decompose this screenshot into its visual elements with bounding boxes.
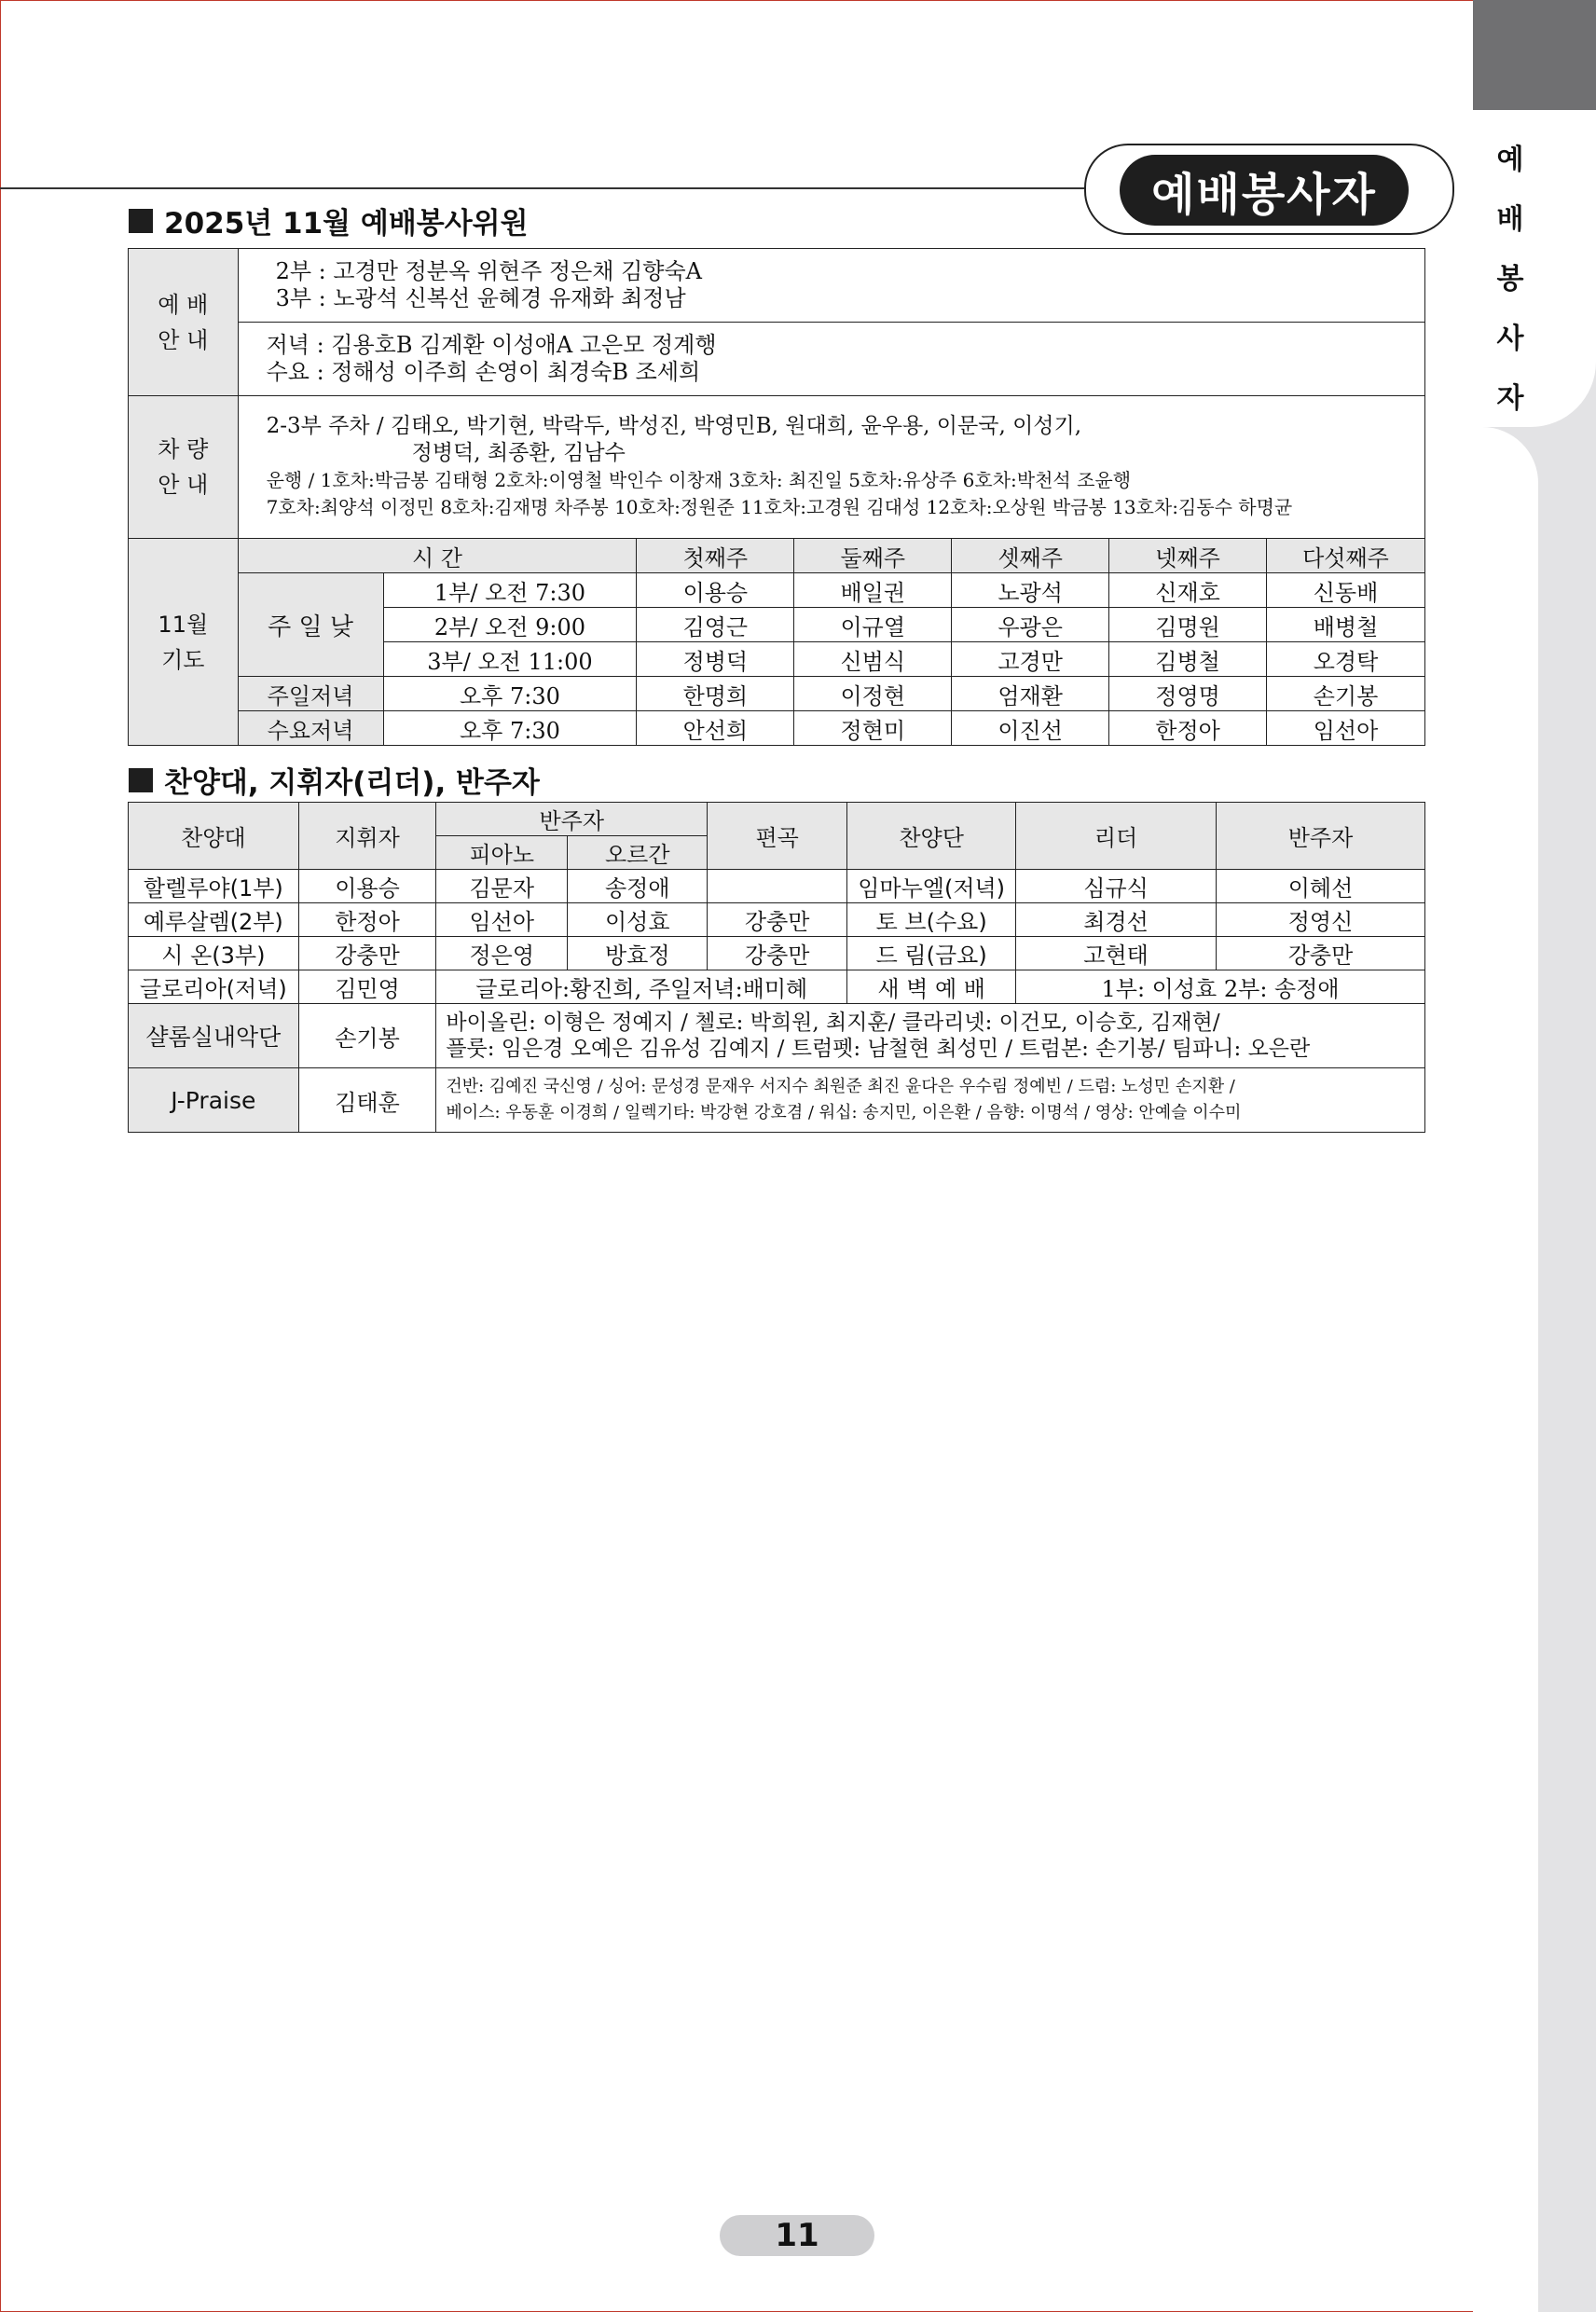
- worship-line: 수요 : 정해성 이주희 손영이 최경숙B 조세희: [266, 359, 701, 385]
- header-organ: 오르간: [568, 836, 708, 870]
- header-team: 찬양단: [847, 803, 1016, 870]
- arrange-name: [708, 870, 847, 903]
- prayer-name: 정영명: [1109, 677, 1267, 711]
- square-bullet-icon: [129, 209, 153, 233]
- prayer-name: 이진선: [952, 711, 1109, 746]
- side-char: 배: [1496, 203, 1524, 236]
- conductor-name: 강충만: [298, 937, 436, 970]
- week-header: 첫째주: [637, 539, 794, 573]
- week-header: 넷째주: [1109, 539, 1267, 573]
- orchestra-line: 플룻: 임은경 오예은 김유성 김예지 / 트럼펫: 남철현 최성민 / 트럼본: 손기봉/ 팀파니: 오은란: [446, 1037, 1311, 1061]
- conductor-name: 한정아: [298, 903, 436, 937]
- team-name: 드 림(금요): [847, 937, 1016, 970]
- leader-name: 고현태: [1016, 937, 1217, 970]
- prayer-name: 오경탁: [1267, 642, 1425, 677]
- accompanist-name: 강충만: [1217, 937, 1425, 970]
- piano-name: 정은영: [436, 937, 568, 970]
- prayer-name: 안선희: [637, 711, 794, 746]
- service-label: 주일저녁: [238, 677, 383, 711]
- section-badge: 예배봉사자: [1120, 155, 1409, 226]
- header-accompanist-2: 반주자: [1217, 803, 1425, 870]
- header-accompanist: 반주자: [436, 803, 708, 836]
- section-title-text: 2025년 11월 예배봉사위원: [164, 207, 529, 241]
- committee-table: [128, 248, 1425, 746]
- square-bullet-icon: [129, 768, 153, 792]
- worship-line: 2부 : 고경만 정분옥 위현주 정은채 김향숙A: [275, 258, 702, 284]
- leader-name: 심규식: [1016, 870, 1217, 903]
- prayer-name: 엄재환: [952, 677, 1109, 711]
- organ-name: 이성효: [568, 903, 708, 937]
- prayer-name: 이규열: [794, 608, 952, 642]
- choir-table: [128, 802, 1425, 1133]
- prayer-name: 우광은: [952, 608, 1109, 642]
- prayer-name: 이정현: [794, 677, 952, 711]
- week-header: 둘째주: [794, 539, 952, 573]
- service-time: 오후 7:30: [383, 677, 637, 711]
- parking-line: 2-3부 주차 / 김태오, 박기현, 박락두, 박성진, 박영민B, 원대희, 윤우용, 이문국, 이성기,: [266, 414, 1082, 438]
- side-bar-top: [1473, 0, 1596, 110]
- time-header: 시 간: [238, 539, 637, 573]
- dawn-service-info: 1부: 이성효 2부: 송정애: [1016, 970, 1425, 1004]
- side-char: 사: [1496, 323, 1524, 355]
- orchestra-line: 바이올린: 이형은 정예지 / 첼로: 박희원, 최지훈/ 클라리넷: 이건모, 이승호, 김재현/: [446, 1011, 1220, 1035]
- piano-name: 임선아: [436, 903, 568, 937]
- week-header: 다섯째주: [1267, 539, 1425, 573]
- choir-name: 할렐루야(1부): [129, 870, 299, 903]
- section-title-text: 찬양대, 지휘자(리더), 반주자: [164, 766, 540, 800]
- prayer-name: 고경만: [952, 642, 1109, 677]
- header-piano: 피아노: [436, 836, 568, 870]
- prayer-name: 신범식: [794, 642, 952, 677]
- conductor-name: 손기봉: [298, 1004, 436, 1068]
- service-time: 2부/ 오전 9:00: [383, 608, 637, 642]
- worship-line: 저녁 : 김용호B 김계환 이성애A 고은모 정계행: [266, 332, 717, 358]
- side-tab-label: [1492, 131, 1529, 429]
- praise-line: 베이스: 우동훈 이경희 / 일렉기타: 박강현 강호겸 / 워십: 송지민, 이은환 / 음향: 이명석 / 영상: 안예슬 이수미: [446, 1103, 1242, 1122]
- worship-group-2: [238, 323, 1424, 396]
- header-conductor: 지휘자: [298, 803, 436, 870]
- page-number-pill: [720, 2215, 874, 2256]
- bus-line: 운행 / 1호차:박금봉 김태형 2호차:이영철 박인수 이창재 3호차: 최진일 5호차:유상주 6호차:박천석 조윤행: [266, 469, 1132, 491]
- leader-name: 최경선: [1016, 903, 1217, 937]
- conductor-name: 이용승: [298, 870, 436, 903]
- prayer-name: 김병철: [1109, 642, 1267, 677]
- service-time: 3부/ 오전 11:00: [383, 642, 637, 677]
- prayer-name: 손기봉: [1267, 677, 1425, 711]
- week-header: 셋째주: [952, 539, 1109, 573]
- team-name: 새 벽 예 배: [847, 970, 1016, 1004]
- service-time: 오후 7:30: [383, 711, 637, 746]
- organ-name: 방효정: [568, 937, 708, 970]
- team-name: 임마누엘(저녁): [847, 870, 1016, 903]
- header-choir: 찬양대: [129, 803, 299, 870]
- gloria-accompanists: 글로리아:황진희, 주일저녁:배미혜: [436, 970, 847, 1004]
- organ-name: 송정애: [568, 870, 708, 903]
- praise-members: [436, 1068, 1425, 1133]
- accompanist-name: 정영신: [1217, 903, 1425, 937]
- header-leader: 리더: [1016, 803, 1217, 870]
- prayer-name: 한명희: [637, 677, 794, 711]
- praise-team-name: J-Praise: [129, 1068, 299, 1133]
- section-title-choir: [129, 759, 540, 801]
- header-arrange: 편곡: [708, 803, 847, 870]
- choir-name: 예루살렘(2부): [129, 903, 299, 937]
- worship-line: 3부 : 노광석 신복선 윤혜경 유재화 최정남: [275, 285, 686, 311]
- prayer-label: 11월 기도: [129, 539, 239, 746]
- service-time: 1부/ 오전 7:30: [383, 573, 637, 608]
- prayer-name: 김명원: [1109, 608, 1267, 642]
- side-char: 봉: [1496, 263, 1524, 296]
- arrange-name: 강충만: [708, 937, 847, 970]
- vehicle-label: 차 량 안 내: [129, 396, 239, 539]
- header-rule: [0, 187, 1091, 189]
- choir-name: 글로리아(저녁): [129, 970, 299, 1004]
- accompanist-name: 이혜선: [1217, 870, 1425, 903]
- conductor-name: 김민영: [298, 970, 436, 1004]
- orchestra-members: [436, 1004, 1425, 1068]
- prayer-name: 이용승: [637, 573, 794, 608]
- sunday-day-label: 주 일 낮: [238, 573, 383, 677]
- conductor-name: 김태훈: [298, 1068, 436, 1133]
- orchestra-name: 샬롬실내악단: [129, 1004, 299, 1068]
- worship-group-1: [238, 249, 1424, 323]
- parking-line: 정병덕, 최종환, 김남수: [411, 441, 626, 465]
- side-char: 예: [1496, 144, 1524, 176]
- choir-name: 시 온(3부): [129, 937, 299, 970]
- side-char: 자: [1496, 382, 1524, 415]
- worship-label: 예 배 안 내: [129, 249, 239, 396]
- praise-line: 건반: 김예진 국신영 / 싱어: 문성경 문재우 서지수 최원준 최진 윤다은 우수림 정예빈 / 드럼: 노성민 손지환 /: [446, 1077, 1235, 1096]
- prayer-name: 정병덕: [637, 642, 794, 677]
- team-name: 토 브(수요): [847, 903, 1016, 937]
- prayer-name: 배일권: [794, 573, 952, 608]
- prayer-name: 신동배: [1267, 573, 1425, 608]
- piano-name: 김문자: [436, 870, 568, 903]
- prayer-name: 노광석: [952, 573, 1109, 608]
- page-number: 11: [775, 2217, 819, 2254]
- prayer-name: 신재호: [1109, 573, 1267, 608]
- arrange-name: 강충만: [708, 903, 847, 937]
- prayer-name: 배병철: [1267, 608, 1425, 642]
- bus-line: 7호차:최양석 이정민 8호차:김재명 차주봉 10호차:정원준 11호차:고경원 김대성 12호차:오상원 박금봉 13호차:김동수 하명균: [266, 496, 1293, 518]
- prayer-name: 김영근: [637, 608, 794, 642]
- side-curve: [1473, 427, 1538, 2312]
- prayer-name: 임선아: [1267, 711, 1425, 746]
- prayer-name: 한정아: [1109, 711, 1267, 746]
- service-label: 수요저녁: [238, 711, 383, 746]
- vehicle-info: [238, 396, 1424, 539]
- section-title-committee: [129, 200, 529, 241]
- prayer-name: 정현미: [794, 711, 952, 746]
